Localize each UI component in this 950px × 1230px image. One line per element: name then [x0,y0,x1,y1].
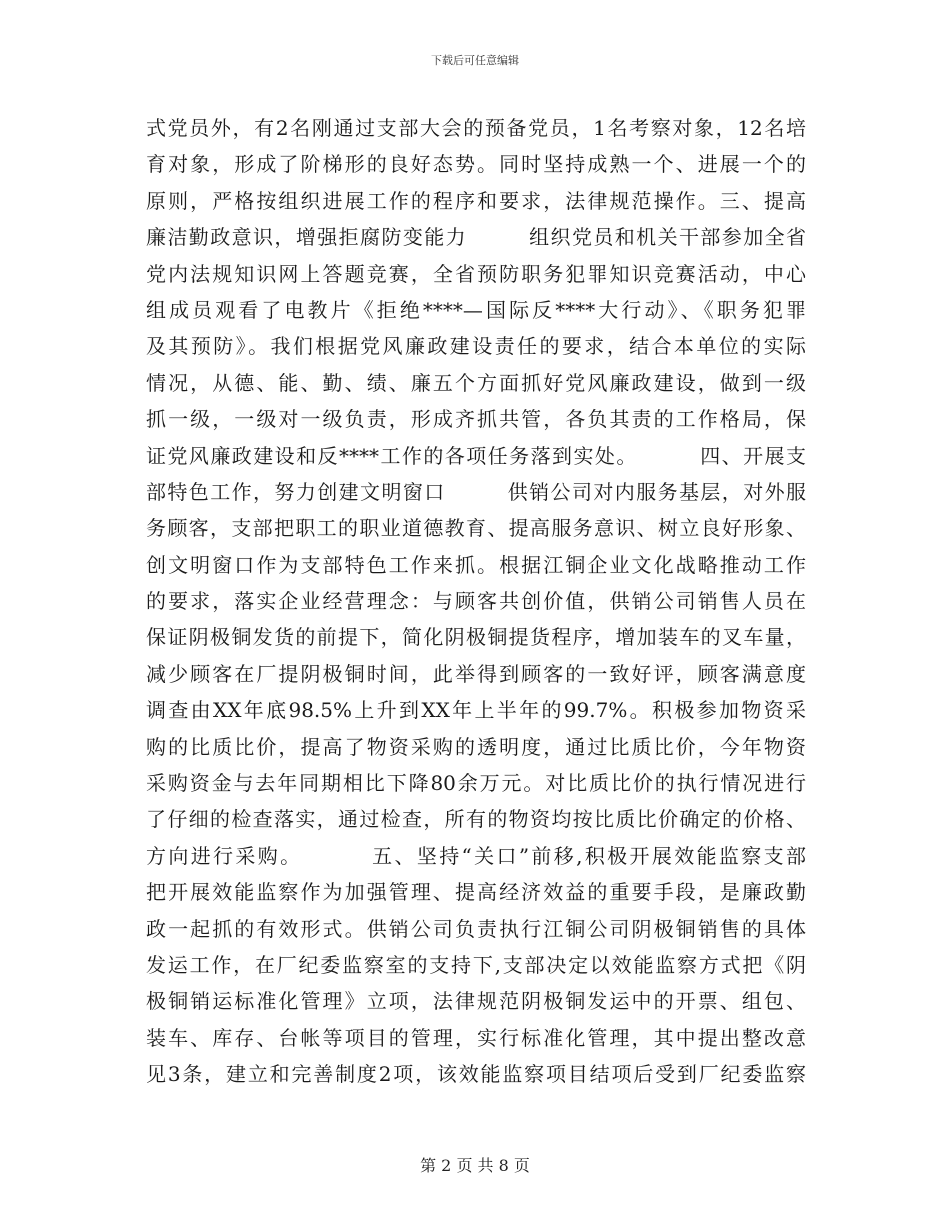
text-line: 证党风廉政建设和反****工作的各项任务落到实处。 四、开展支 [146,443,806,468]
text-line: 把开展效能监察作为加强管理、提高经济效益的重要手段，是廉政勤 [146,880,806,905]
page-header: 下载后可任意编辑 [431,54,519,67]
text-line: 政一起抓的有效形式。供销公司负责执行江铜公司阴极铜销售的具体 [146,916,806,941]
text-line: 组成员观看了电教片《拒绝****—国际反****大行动》、《职务犯罪 [146,297,806,322]
text-line: 购的比质比价，提高了物资采购的透明度，通过比质比价，今年物资 [146,734,806,759]
text-line: 采购资金与去年同期相比下降80余万元。对比质比价的执行情况进行 [146,771,806,796]
text-line: 了仔细的检查落实，通过检查，所有的物资均按比质比价确定的价格、 [146,807,806,832]
text-line: 廉洁勤政意识，增强拒腐防变能力 组织党员和机关干部参加全省 [146,225,806,250]
text-line: 式党员外，有2名刚通过支部大会的预备党员，1名考察对象，12名培 [146,116,806,140]
text-line: 党内法规知识网上答题竞赛，全省预防职务犯罪知识竞赛活动，中心 [146,261,806,286]
text-line: 极铜销运标准化管理》立项，法律规范阴极铜发运中的开票、组包、 [146,989,806,1014]
text-line: 装车、库存、台帐等项目的管理，实行标准化管理，其中提出整改意 [146,1025,806,1050]
text-line: 调查由XX年底98.5%上升到XX年上半年的99.7%。积极参加物资采 [146,698,806,723]
text-line: 的要求，落实企业经营理念：与顾客共创价值，供销公司销售人员在 [146,589,806,614]
text-line: 情况，从德、能、勤、绩、廉五个方面抓好党风廉政建设，做到一级 [146,370,806,395]
text-line: 创文明窗口作为支部特色工作来抓。根据江铜企业文化战略推动工作 [146,552,806,577]
text-line: 减少顾客在厂提阴极铜时间，此举得到顾客的一致好评，顾客满意度 [146,661,806,686]
document-body [146,110,806,1093]
page-footer: 第 2 页 共 8 页 [420,1156,530,1175]
text-line: 抓一级，一级对一级负责，形成齐抓共管，各负其责的工作格局，保 [146,407,806,432]
text-line: 育对象，形成了阶梯形的良好态势。同时坚持成熟一个、进展一个的 [146,152,806,177]
text-line: 部特色工作，努力创建文明窗口 供销公司对内服务基层，对外服 [146,479,806,504]
text-line: 原则，严格按组织进展工作的程序和要求，法律规范操作。三、提高 [146,188,806,213]
text-line: 务顾客，支部把职工的职业道德教育、提高服务意识、树立良好形象、 [146,516,806,541]
text-line: 方向进行采购。 五、坚持“关口”前移,积极开展效能监察支部 [146,843,806,868]
text-line: 保证阴极铜发货的前提下，简化阴极铜提货程序，增加装车的叉车量， [146,625,806,650]
text-line: 发运工作，在厂纪委监察室的支持下,支部决定以效能监察方式把《阴 [146,952,806,977]
text-line: 见3条，建立和完善制度2项，该效能监察项目结项后受到厂纪委监察 [146,1062,806,1087]
text-line: 及其预防》。我们根据党风廉政建设责任的要求，结合本单位的实际 [146,334,806,359]
